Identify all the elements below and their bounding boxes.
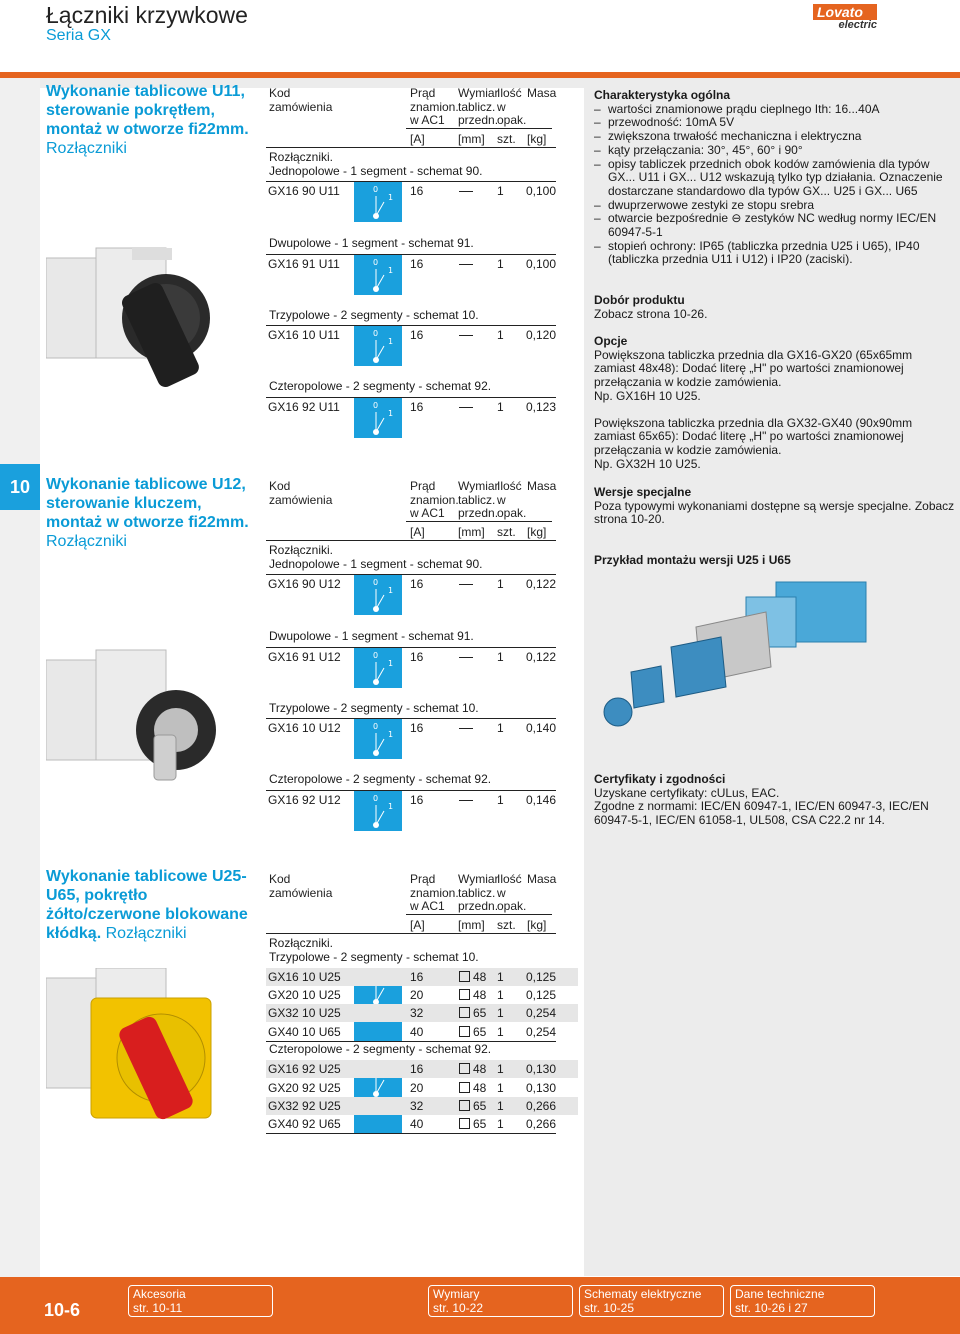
svg-text:0: 0 — [373, 257, 379, 267]
rated-current: 16 — [410, 184, 424, 198]
char-item: – dwuprzerwowe zestyki ze stopu srebra — [594, 199, 956, 213]
square-plate-icon — [459, 1007, 470, 1018]
group-label: Trzypolowe - 2 segmenty - schemat 10. — [269, 700, 479, 715]
group-label: Dwupolowe - 1 segment - schemat 91. — [269, 236, 474, 250]
product-photo-u11 — [46, 238, 246, 398]
product-photo-u25 — [46, 968, 246, 1128]
plate-dimension — [459, 577, 473, 591]
row-separator — [266, 1133, 556, 1134]
square-plate-icon — [459, 1026, 470, 1037]
pack-quantity: 1 — [497, 1098, 504, 1113]
plate-dimension: 48 — [459, 1062, 486, 1076]
page-number: 10-6 — [44, 1300, 81, 1320]
footer-link-page: str. 10-22 — [433, 1300, 484, 1315]
selection-text: Zobacz strona 10-26. — [594, 306, 708, 321]
pack-quantity: 1 — [497, 1116, 504, 1131]
char-item: – opisy tabliczek przednich obok kodów zamówienia dla typów GX... U11 i GX... U12 wskazują tylko typ działania. Oznaczenie dostarczane standardowo dla typów GX... U25 i GX... U65 — [594, 158, 956, 199]
header-separator — [406, 521, 552, 522]
unit-a: [A] — [410, 132, 425, 146]
unit-kg: [kg] — [527, 918, 547, 932]
rated-current: 16 — [410, 256, 424, 271]
option-1-text: Powiększona tabliczka przednia dla GX16-GX20 (65x65mm zamiast 48x48): Dodać literę „H" po wartości znamionowej przełączania w kodzie zamówienia. — [594, 347, 913, 390]
char-list — [594, 103, 956, 267]
footer-link-dane-techniczne[interactable] — [730, 1285, 875, 1317]
footer-link-schematy[interactable] — [579, 1285, 724, 1317]
col-header-mass: Masa — [527, 86, 557, 100]
mass-value: 0,254 — [526, 1024, 557, 1039]
pack-quantity: 1 — [497, 721, 504, 735]
footer-link-page: str. 10-11 — [133, 1300, 183, 1315]
svg-text:0: 0 — [373, 329, 379, 338]
char-item: – wartości znamionowe prądu cieplnego Ith: 16...40A — [594, 103, 956, 117]
mass-value: 0,122 — [526, 649, 557, 664]
order-code: GX16 90 U11 — [268, 184, 340, 198]
section-title-suffix: Rozłączniki — [46, 140, 127, 157]
col-header-quantity: Ilość w opak. — [497, 872, 527, 913]
certificates — [594, 773, 956, 828]
dash-icon — [459, 335, 473, 336]
group-label: Czteropolowe - 2 segmenty - schemat 92. — [269, 772, 492, 786]
pack-quantity: 1 — [497, 1024, 504, 1039]
svg-text:0: 0 — [373, 722, 379, 731]
plate-dimension — [459, 184, 473, 198]
mass-value: 0,125 — [526, 970, 557, 984]
order-code: GX16 90 U12 — [268, 577, 341, 591]
pack-quantity: 1 — [497, 399, 504, 414]
pack-quantity: 1 — [497, 256, 504, 271]
svg-text:1: 1 — [388, 265, 394, 275]
svg-text:0: 0 — [373, 793, 379, 803]
dash-icon — [459, 191, 473, 192]
mounting-title: Przykład montażu wersji U25 i U65 — [594, 553, 791, 567]
plate-dimension — [459, 257, 473, 271]
col-header-code: Kod zamówienia — [269, 872, 333, 900]
order-code: GX16 91 U12 — [268, 649, 341, 664]
rated-current: 16 — [410, 721, 424, 735]
pack-quantity: 1 — [497, 792, 504, 807]
table-row — [266, 1004, 578, 1022]
svg-text:0: 0 — [373, 400, 379, 410]
mounting-illustration — [596, 572, 886, 752]
table-row — [266, 255, 578, 273]
order-code: GX16 92 U11 — [268, 399, 340, 414]
square-plate-icon — [459, 1063, 470, 1074]
col-header-dimension: Wymiar tablicz. przedn. — [458, 86, 499, 127]
group-label: Czteropolowe - 2 segmenty - schemat 92. — [269, 379, 492, 393]
unit-mm: [mm] — [458, 132, 485, 146]
rated-current: 32 — [410, 1006, 424, 1021]
unit-kg: [kg] — [527, 525, 547, 539]
unit-mm: [mm] — [458, 525, 485, 539]
svg-text:1: 1 — [388, 337, 394, 346]
table-row — [266, 1097, 578, 1115]
order-code: GX16 10 U11 — [268, 328, 340, 342]
svg-text:0: 0 — [373, 578, 379, 587]
table-row — [266, 398, 578, 416]
table-row — [266, 791, 578, 809]
yellow-red-knob-icon — [46, 968, 246, 1128]
char-item: – otwarcie bezpośrednie ⊖ zestyków NC według normy IEC/EN 60947-5-1 — [594, 212, 956, 239]
square-plate-icon — [459, 989, 470, 1000]
footer-link-label: Akcesoria — [133, 1287, 186, 1301]
rated-current: 16 — [410, 399, 424, 414]
table-row — [266, 1115, 578, 1133]
col-header-quantity: Ilość w opak. — [497, 479, 527, 520]
general-characteristics — [594, 89, 956, 267]
footer-link-wymiary[interactable] — [428, 1285, 573, 1317]
table-row — [266, 182, 578, 200]
footer-link-page: str. 10-26 i 27 — [735, 1300, 808, 1315]
chapter-tab[interactable]: 10 — [0, 464, 40, 510]
square-plate-icon — [459, 1100, 470, 1111]
pack-quantity: 1 — [497, 1062, 504, 1077]
plate-dimension — [459, 400, 473, 414]
table-row — [266, 1079, 578, 1097]
rated-current: 40 — [410, 1024, 424, 1039]
square-plate-icon — [459, 1118, 470, 1129]
page-subtitle: Seria GX — [46, 27, 111, 44]
plate-dimension: 65 — [459, 1117, 486, 1131]
footer-link-akcesoria[interactable] — [128, 1285, 273, 1317]
mass-value: 0,100 — [526, 184, 557, 198]
rated-current: 40 — [410, 1116, 424, 1131]
option-2-text: Powiększona tabliczka przednia dla GX32-GX40 (90x90mm zamiast 65x65): Dodać literę „H" po wartości znamionowej przełączania w kodzie zamówienia. — [594, 415, 913, 457]
unit-a: [A] — [410, 918, 425, 932]
group-label: Rozłączniki. Jednopolowe - 1 segment - schemat 90. — [269, 543, 483, 571]
dash-icon — [459, 264, 473, 265]
col-header-quantity: Ilość w opak. — [497, 86, 527, 127]
section-title-main: Wykonanie tablicowe U11, sterowanie pokrętłem, montaż w otworze fi22mm. — [46, 83, 249, 138]
plate-dimension: 65 — [459, 1006, 486, 1020]
table-row — [266, 719, 578, 737]
mounting-example — [594, 554, 956, 568]
section-title — [46, 475, 251, 551]
svg-text:1: 1 — [388, 586, 394, 595]
header-separator — [266, 933, 556, 934]
rated-current: 16 — [410, 328, 424, 342]
cert-title: Certyfikaty i zgodności — [594, 772, 726, 786]
col-header-code: Kod zamówienia — [269, 479, 333, 507]
product-selection — [594, 294, 956, 321]
rated-current: 20 — [410, 1080, 424, 1095]
options-title: Opcje — [594, 334, 628, 348]
footer-link-label: Wymiary — [433, 1287, 480, 1301]
header-separator — [406, 128, 552, 129]
section-title — [46, 867, 251, 943]
col-header-mass: Masa — [527, 479, 557, 493]
group-label: Dwupolowe - 1 segment - schemat 91. — [269, 629, 474, 643]
group-label: Czteropolowe - 2 segmenty - schemat 92. — [269, 1041, 492, 1056]
col-header-current: Prąd znamion. w AC1 — [410, 872, 459, 913]
mass-value: 0,120 — [526, 328, 557, 342]
table-row — [266, 648, 578, 666]
cert-text: Uzyskane certyfikaty: cULus, EAC. Zgodne z normami: IEC/EN 60947-1, IEC/EN 60947-3, IEC/EN 60947-5-1, IEC/EN 61058-1, UL508, CSA C22.2 nr 14. — [594, 785, 929, 828]
plate-dimension — [459, 793, 473, 807]
order-code: GX16 92 U12 — [268, 792, 341, 807]
order-code: GX20 10 U25 — [268, 988, 341, 1003]
plate-dimension: 65 — [459, 1099, 486, 1113]
mass-value: 0,130 — [526, 1062, 557, 1077]
switch-knob-icon — [46, 238, 246, 398]
plate-dimension: 48 — [459, 988, 486, 1002]
order-code: GX16 10 U12 — [268, 721, 341, 735]
unit-szt: szt. — [497, 918, 516, 932]
dash-icon — [459, 657, 473, 658]
pack-quantity: 1 — [497, 1080, 504, 1095]
square-plate-icon — [459, 971, 470, 982]
mass-value: 0,122 — [526, 577, 557, 591]
footer-link-label: Schematy elektryczne — [584, 1287, 702, 1301]
dash-icon — [459, 800, 473, 801]
table-row — [266, 1060, 578, 1078]
rated-current: 16 — [410, 970, 424, 984]
svg-text:0: 0 — [373, 650, 379, 660]
order-code: GX16 92 U25 — [268, 1062, 341, 1077]
plate-dimension: 65 — [459, 1025, 486, 1039]
order-code: GX40 92 U65 — [268, 1116, 341, 1131]
char-item: – zwiększona trwałość mechaniczna i elektryczna — [594, 130, 956, 144]
lovato-logo — [813, 4, 877, 31]
rated-current: 32 — [410, 1098, 424, 1113]
char-item: – kąty przełączania: 30°, 45°, 60° i 90° — [594, 144, 956, 158]
page-title: Łączniki krzywkowe — [46, 2, 248, 28]
plate-dimension — [459, 650, 473, 664]
section-title-suffix: Rozłączniki — [46, 533, 127, 550]
logo-brand: Lovato — [813, 4, 877, 20]
product-photo-u12 — [46, 640, 246, 800]
svg-text:1: 1 — [388, 658, 394, 668]
header-separator — [406, 914, 552, 915]
rated-current: 20 — [410, 988, 424, 1003]
left-margin — [0, 78, 40, 1278]
special-text: Poza typowymi wykonaniami dostępne są wersje specjalne. Zobacz strona 10-20. — [594, 498, 955, 527]
mass-value: 0,100 — [526, 256, 557, 271]
table-row — [266, 968, 578, 986]
table-row — [266, 575, 578, 593]
svg-text:0: 0 — [373, 185, 379, 194]
col-header-code: Kod zamówienia — [269, 86, 333, 114]
col-header-current: Prąd znamion. w AC1 — [410, 479, 459, 520]
order-code: GX20 92 U25 — [268, 1080, 341, 1095]
order-code: GX16 10 U25 — [268, 970, 341, 984]
mass-value: 0,140 — [526, 721, 557, 735]
order-code: GX32 92 U25 — [268, 1098, 341, 1113]
plate-dimension — [459, 328, 473, 342]
mass-value: 0,130 — [526, 1080, 557, 1095]
pack-quantity: 1 — [497, 328, 504, 342]
exploded-view-icon — [596, 572, 886, 752]
section-title-main: Wykonanie tablicowe U25-U65, pokrętło żółto/czerwone blokowane kłódką. — [46, 868, 248, 942]
rated-current: 16 — [410, 649, 424, 664]
mass-value: 0,266 — [526, 1116, 557, 1131]
pack-quantity: 1 — [497, 649, 504, 664]
footer-link-page: str. 10-25 — [584, 1300, 635, 1315]
mass-value: 0,266 — [526, 1098, 557, 1113]
selection-title: Dobór produktu — [594, 293, 685, 307]
col-header-dimension: Wymiar tablicz. przedn. — [458, 479, 499, 520]
char-title: Charakterystyka ogólna — [594, 88, 731, 102]
col-header-mass: Masa — [527, 872, 557, 886]
pack-quantity: 1 — [497, 1006, 504, 1021]
special-title: Wersje specjalne — [594, 485, 692, 499]
header-separator — [266, 540, 556, 541]
special-versions — [594, 486, 956, 527]
section-title — [46, 82, 251, 158]
table-row — [266, 986, 578, 1004]
svg-text:1: 1 — [388, 408, 394, 418]
group-label: Trzypolowe - 2 segmenty - schemat 10. — [269, 307, 479, 322]
order-code: GX32 10 U25 — [268, 1006, 341, 1021]
char-item: – stopień ochrony: IP65 (tabliczka przednia U25 i U65), IP40 (tabliczka przednia U11 i U12) i IP20 (zaciski). — [594, 240, 956, 267]
plate-dimension: 48 — [459, 1081, 486, 1095]
unit-kg: [kg] — [527, 132, 547, 146]
plate-dimension: 48 — [459, 970, 486, 984]
mass-value: 0,254 — [526, 1006, 557, 1021]
svg-text:1: 1 — [388, 193, 394, 202]
svg-text:1: 1 — [388, 730, 394, 739]
unit-szt: szt. — [497, 132, 516, 146]
table-row — [266, 1023, 578, 1041]
order-code: GX16 91 U11 — [268, 256, 340, 271]
unit-a: [A] — [410, 525, 425, 539]
mass-value: 0,146 — [526, 792, 557, 807]
unit-mm: [mm] — [458, 918, 485, 932]
key-switch-icon — [46, 640, 246, 800]
header-separator — [266, 147, 556, 148]
dash-icon — [459, 584, 473, 585]
pack-quantity: 1 — [497, 577, 504, 591]
pack-quantity: 1 — [497, 970, 504, 984]
col-header-current: Prąd znamion. w AC1 — [410, 86, 459, 127]
section-title-suffix: Rozłączniki — [105, 925, 187, 942]
logo-electric: electric — [838, 19, 877, 31]
option-2-example: Np. GX32H 10 U25. — [594, 456, 701, 471]
dash-icon — [459, 407, 473, 408]
group-label: Rozłączniki. Trzypolowe - 2 segmenty - schemat 10. — [269, 936, 479, 964]
table-row — [266, 326, 578, 344]
rated-current: 16 — [410, 1062, 424, 1077]
section-title-main: Wykonanie tablicowe U12, sterowanie kluczem, montaż w otworze fi22mm. — [46, 476, 249, 531]
pack-quantity: 1 — [497, 988, 504, 1003]
rated-current: 16 — [410, 577, 424, 591]
footer-link-label: Dane techniczne — [735, 1287, 825, 1301]
plate-dimension — [459, 721, 473, 735]
options — [594, 335, 956, 471]
dash-icon — [459, 728, 473, 729]
mass-value: 0,123 — [526, 399, 557, 414]
rated-current: 16 — [410, 792, 424, 807]
option-1-example: Np. GX16H 10 U25. — [594, 388, 701, 403]
mass-value: 0,125 — [526, 988, 557, 1003]
char-item: – przewodność: 10mA 5V — [594, 116, 956, 130]
group-label: Rozłączniki. Jednopolowe - 1 segment - schemat 90. — [269, 150, 483, 178]
col-header-dimension: Wymiar tablicz. przedn. — [458, 872, 499, 913]
order-code: GX40 10 U65 — [268, 1024, 341, 1039]
pack-quantity: 1 — [497, 184, 504, 198]
unit-szt: szt. — [497, 525, 516, 539]
square-plate-icon — [459, 1082, 470, 1093]
svg-text:1: 1 — [388, 801, 394, 811]
